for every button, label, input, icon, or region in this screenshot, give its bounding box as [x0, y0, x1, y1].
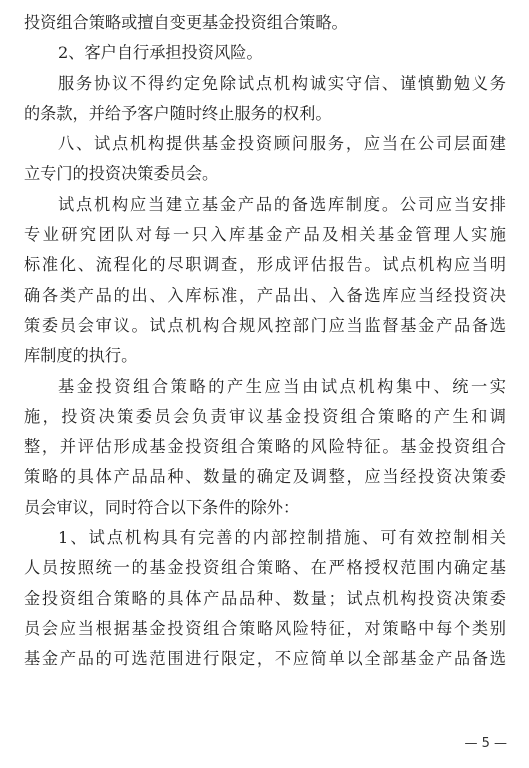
- page-number: — 5 —: [464, 736, 507, 751]
- body-text: [24, 8, 506, 675]
- text-line: 人员按照统一的基金投资组合策略、在严格授权范围内确定基: [24, 558, 506, 578]
- text-line: 确各类产品的出、入库标准，产品出、入备选库应当经投资决: [24, 285, 506, 305]
- text-line: 基金投资组合策略的产生应当由试点机构集中、统一实: [58, 376, 506, 396]
- text-line: 员会审议，同时符合以下条件的除外：: [24, 497, 300, 517]
- text-line: 金投资组合策略的具体产品品种、数量；试点机构投资决策委: [24, 588, 506, 608]
- text-line: 的条款，并给予客户随时终止服务的权利。: [24, 103, 332, 123]
- text-line: 立专门的投资决策委员会。: [24, 164, 219, 184]
- text-line: 库制度的执行。: [24, 346, 138, 366]
- text-line: 整，并评估形成基金投资组合策略的风险特征。基金投资组合: [24, 437, 506, 457]
- text-line: 策委员会审议。试点机构合规风控部门应当监督基金产品备选: [24, 315, 506, 335]
- text-line: 投资组合策略或擅自变更基金投资组合策略。: [24, 13, 348, 32]
- text-line: 标准化、流程化的尽职调查，形成评估报告。试点机构应当明: [24, 255, 506, 275]
- text-line: 试点机构应当建立基金产品的备选库制度。公司应当安排: [58, 194, 506, 214]
- text-line: 策略的具体产品品种、数量的确定及调整，应当经投资决策委: [24, 467, 506, 487]
- text-line: 员会应当根据基金投资组合策略风险特征，对策略中每个类别: [24, 618, 506, 638]
- text-line: 2、客户自行承担投资风险。: [58, 43, 263, 63]
- text-line: 专业研究团队对每一只入库基金产品及相关基金管理人实施: [24, 225, 506, 245]
- text-line: 1、试点机构具有完善的内部控制措施、可有效控制相关: [58, 528, 506, 548]
- text-line: 服务协议不得约定免除试点机构诚实守信、谨慎勤勉义务: [58, 73, 506, 93]
- text-line: 基金产品的可选范围进行限定，不应简单以全部基金产品备选: [24, 649, 506, 669]
- text-line: 八、试点机构提供基金投资顾问服务，应当在公司层面建: [58, 134, 506, 154]
- text-line: 施，投资决策委员会负责审议基金投资组合策略的产生和调: [24, 406, 506, 426]
